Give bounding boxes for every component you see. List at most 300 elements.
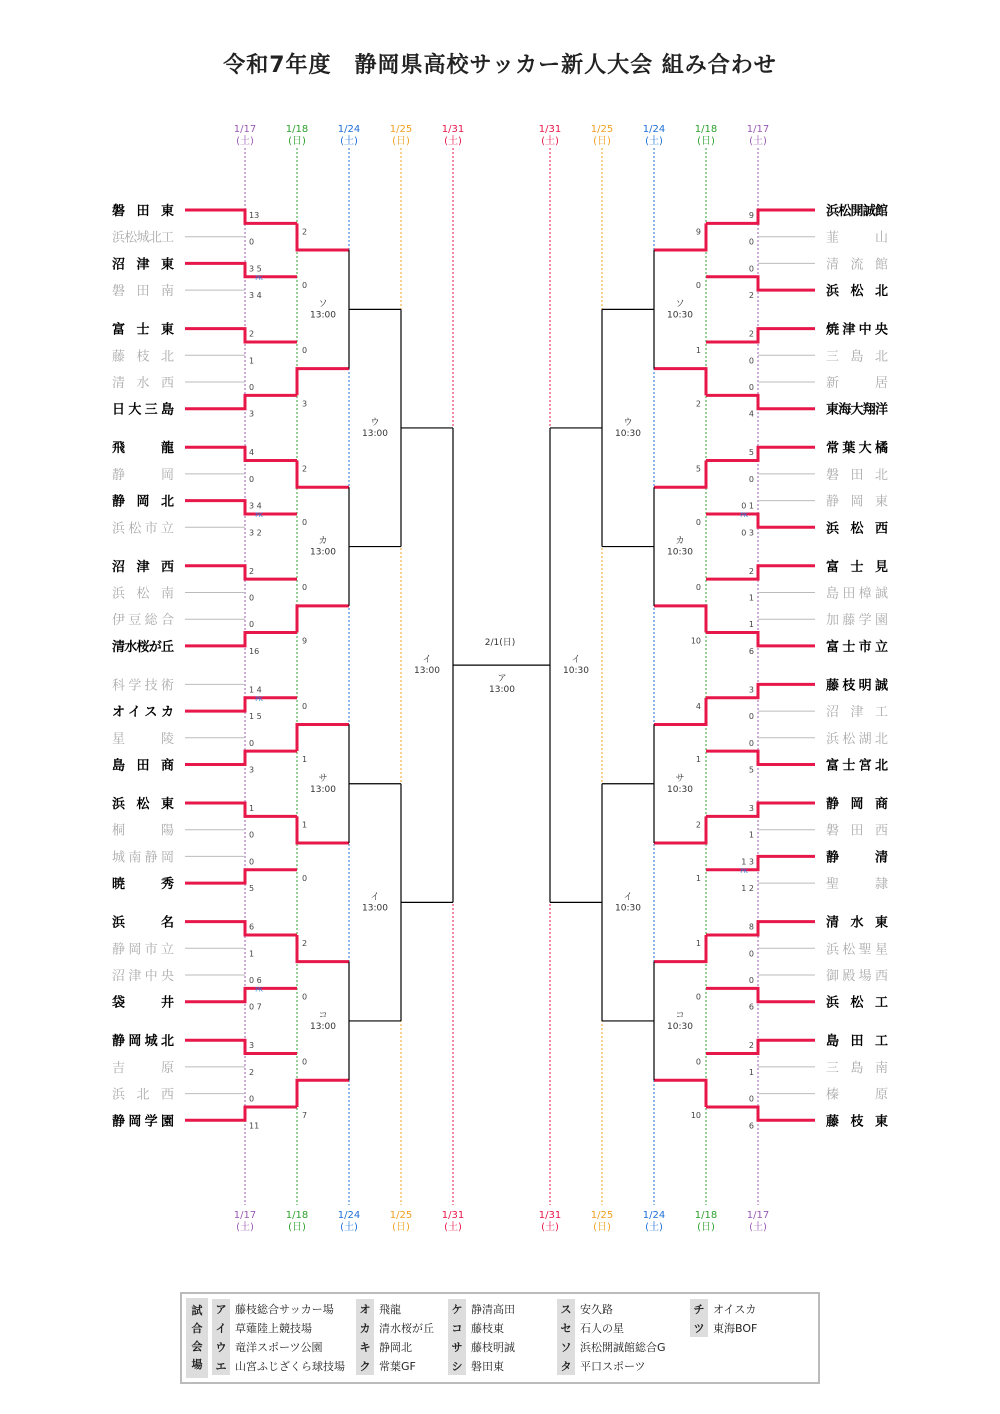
match-time: 13:00	[310, 547, 336, 558]
team-name: 浜松湖北	[826, 731, 888, 747]
day-label: (日)	[392, 1222, 410, 1233]
score: 6	[748, 1002, 754, 1012]
winner-path	[185, 751, 297, 764]
pk-label: PK	[740, 867, 748, 875]
venue-legend-row	[557, 1337, 666, 1356]
score: 5	[748, 448, 754, 458]
team-name: 日大三島	[112, 402, 174, 418]
score: 1	[695, 938, 701, 948]
date-label: 1/24	[642, 124, 666, 135]
venue-legend-row	[557, 1318, 666, 1337]
team-name: 三島北	[826, 349, 888, 365]
team-name: 浜名	[112, 915, 174, 931]
score: 0	[249, 738, 255, 748]
venue-code: イ	[623, 892, 633, 903]
venue-legend-header-char: 合	[191, 1322, 203, 1335]
score: 3 4	[249, 501, 262, 511]
winner-path	[706, 1040, 815, 1053]
score: 1	[302, 755, 308, 765]
match-time: 13:00	[310, 784, 336, 795]
day-label: (土)	[444, 1222, 462, 1233]
match-time: 10:30	[615, 903, 641, 914]
score: 2	[249, 1067, 255, 1077]
match-time: 13:00	[310, 1021, 336, 1032]
team-name: 磐田南	[112, 284, 174, 300]
team-name: 藤枝明誠	[826, 678, 888, 694]
team-name: 常葉大橘	[826, 441, 888, 457]
score: 3 2	[249, 528, 262, 538]
venue-name: 清水桜が丘	[379, 1321, 434, 1335]
pk-label: PK	[255, 695, 263, 703]
venue-code: ソ	[675, 299, 685, 310]
score: 0	[748, 949, 754, 959]
team-name: 富士見	[826, 559, 888, 575]
winner-path	[185, 210, 297, 223]
team-name: 暁秀	[112, 877, 174, 893]
date-label: 1/31	[538, 124, 562, 135]
score: 3	[249, 1041, 255, 1051]
score: 11	[249, 1121, 260, 1131]
score: 1 2	[741, 884, 754, 894]
score: 1	[249, 804, 255, 813]
score: 1	[748, 830, 754, 840]
venue-legend-row	[557, 1299, 666, 1318]
winner-path	[706, 1107, 815, 1120]
score: 2	[302, 464, 308, 474]
day-label: (土)	[444, 136, 462, 147]
score: 0	[249, 857, 255, 867]
day-label: (日)	[288, 1222, 306, 1233]
winner-path	[185, 1107, 297, 1120]
winner-path	[185, 395, 297, 408]
venue-code: ツ	[690, 1318, 708, 1337]
day-label: (日)	[288, 136, 306, 147]
day-label: (日)	[593, 1222, 611, 1233]
venue-code: ソ	[557, 1337, 575, 1356]
final-date: 2/1(日)	[484, 638, 516, 649]
venue-code: ソ	[318, 299, 328, 310]
score: 9	[302, 636, 308, 646]
score: 0	[302, 873, 308, 883]
venue-code: シ	[448, 1356, 466, 1375]
score: 0	[695, 1057, 701, 1067]
score: 0	[748, 738, 754, 748]
team-name: 静岡学園	[112, 1114, 174, 1130]
team-name: 浜松北	[826, 284, 888, 300]
team-name: 浜松南	[112, 586, 174, 602]
score: 0	[748, 383, 754, 392]
team-name: 清水桜が丘	[112, 639, 174, 655]
score: 1	[748, 593, 754, 603]
day-label: (土)	[749, 1222, 767, 1233]
venue-legend-row	[448, 1337, 515, 1356]
team-name: 静清	[826, 850, 888, 866]
score: 0	[695, 280, 701, 290]
venue-name: 藤枝明誠	[471, 1340, 515, 1354]
match-time: 10:30	[615, 428, 641, 439]
date-label: 1/18	[285, 124, 309, 135]
winner-path	[706, 329, 815, 342]
venue-name: 石人の星	[580, 1321, 624, 1335]
score: 5	[249, 884, 255, 894]
day-label: (土)	[749, 136, 767, 147]
venue-name: 静岡北	[379, 1340, 412, 1354]
score: 0	[748, 976, 754, 985]
venue-legend-column	[448, 1299, 515, 1375]
venue-legend-header-char: 場	[191, 1358, 203, 1371]
venue-code: サ	[318, 773, 328, 784]
score: 3	[249, 765, 255, 775]
winner-path	[706, 395, 815, 408]
team-name: 桐陽	[112, 823, 174, 839]
venue-code: オ	[356, 1299, 374, 1318]
venue-code: チ	[690, 1299, 708, 1318]
venue-name: 飛龍	[379, 1302, 401, 1316]
venue-legend-column	[557, 1299, 666, 1375]
score: 0	[302, 517, 308, 527]
team-name: 城南静岡	[112, 850, 174, 866]
date-label: 1/17	[233, 124, 257, 135]
score: 2	[695, 820, 701, 830]
score: 3	[748, 804, 754, 813]
team-name: 榛原	[826, 1087, 888, 1103]
score: 0	[748, 264, 754, 274]
match-time: 10:30	[667, 547, 693, 558]
team-name: 沼津中央	[112, 969, 174, 984]
score: 3 4	[249, 291, 262, 301]
team-name: 浜松市立	[112, 521, 174, 537]
match-time: 10:30	[563, 666, 589, 677]
venue-code: カ	[675, 536, 685, 547]
date-label: 1/25	[590, 124, 614, 135]
venue-name: 磐田東	[471, 1359, 504, 1373]
team-name: 磐田西	[826, 823, 888, 839]
team-name: 浜松東	[112, 797, 174, 812]
day-label: (土)	[236, 136, 254, 147]
team-name: 吉原	[112, 1060, 174, 1076]
team-name: 科学技術	[112, 678, 174, 694]
score: 3 5	[249, 264, 262, 274]
score: 0	[302, 701, 308, 711]
winner-path	[706, 751, 815, 764]
winner-path	[297, 606, 349, 633]
team-name: 浜北西	[112, 1087, 174, 1103]
score: 0 1	[741, 501, 754, 511]
score: 10	[690, 1110, 701, 1120]
winner-path	[706, 210, 815, 223]
score: 0	[695, 992, 701, 1002]
team-name: 静岡東	[826, 494, 888, 510]
venue-legend-header	[186, 1298, 208, 1378]
day-label: (土)	[645, 136, 663, 147]
score: 2	[748, 566, 754, 576]
venue-legend-row	[690, 1318, 757, 1337]
venue-code: コ	[675, 1010, 685, 1021]
date-label: 1/17	[746, 1210, 770, 1221]
winner-path	[185, 633, 297, 646]
score: 1 3	[741, 857, 754, 867]
score: 0	[249, 830, 255, 840]
score: 2	[302, 227, 308, 237]
winner-path	[706, 684, 815, 697]
team-name: 浜松城北工	[112, 230, 174, 246]
venue-legend-row	[356, 1299, 434, 1318]
day-label: (日)	[697, 136, 715, 147]
venue-code: キ	[356, 1337, 374, 1356]
venue-code: セ	[557, 1318, 575, 1337]
winner-path	[185, 870, 297, 883]
day-label: (土)	[645, 1222, 663, 1233]
winner-path	[185, 922, 297, 935]
winner-path	[706, 922, 815, 935]
day-label: (土)	[340, 136, 358, 147]
date-label: 1/24	[642, 1210, 666, 1221]
winner-path	[185, 988, 297, 1001]
team-name: 磐田北	[826, 467, 888, 483]
winner-path	[706, 856, 815, 869]
score: 0	[249, 593, 255, 603]
match-time: 10:30	[667, 310, 693, 321]
team-name: 東海大翔洋	[826, 402, 888, 418]
score: 9	[748, 211, 754, 220]
date-label: 1/25	[389, 124, 413, 135]
venue-legend-row	[356, 1318, 434, 1337]
date-label: 1/18	[694, 1210, 718, 1221]
day-label: (土)	[236, 1222, 254, 1233]
winner-path	[706, 447, 815, 460]
venue-code: カ	[318, 536, 328, 547]
venue-legend-column	[356, 1299, 434, 1375]
venue-legend-column	[212, 1299, 345, 1375]
venue-legend-row	[356, 1337, 434, 1356]
date-label: 1/18	[694, 124, 718, 135]
winner-path	[654, 1080, 706, 1107]
winner-path	[185, 329, 297, 342]
score: 3	[748, 685, 754, 695]
score: 0	[748, 474, 754, 484]
score: 0 3	[741, 528, 754, 538]
score: 0	[249, 383, 255, 392]
venue-code: ク	[356, 1356, 374, 1375]
team-name: 富士宮北	[826, 758, 888, 774]
team-name: 静岡市立	[112, 942, 174, 958]
venue-code: イ	[422, 655, 432, 666]
winner-path	[706, 511, 815, 527]
score: 1	[695, 755, 701, 765]
team-name: 藤枝東	[826, 1114, 888, 1130]
venue-name: 竜洋スポーツ公園	[235, 1340, 323, 1354]
date-label: 1/31	[441, 124, 465, 135]
score: 16	[249, 646, 260, 656]
score: 6	[748, 646, 754, 656]
team-name: 磐田東	[112, 204, 174, 219]
winner-path	[185, 447, 297, 460]
venue-legend-row	[690, 1299, 757, 1318]
day-label: (日)	[392, 136, 410, 147]
winner-path	[654, 606, 706, 633]
final-venue: ア	[497, 674, 507, 685]
venue-legend-row	[448, 1299, 515, 1318]
venue-code: ウ	[623, 417, 633, 428]
winner-path	[297, 369, 349, 396]
team-name: 清水西	[112, 376, 174, 391]
score: 0	[748, 237, 754, 247]
venue-legend-row	[212, 1318, 345, 1337]
match-time: 10:30	[667, 1021, 693, 1032]
winner-path	[185, 1040, 297, 1053]
team-name: 島田樟誠	[826, 586, 888, 602]
winner-path	[185, 695, 297, 711]
team-name: オイスカ	[112, 705, 174, 721]
team-name: 新居	[826, 376, 888, 391]
score: 2	[695, 399, 701, 409]
date-label: 1/17	[233, 1210, 257, 1221]
venue-code: カ	[356, 1318, 374, 1337]
winner-path	[185, 803, 297, 816]
venue-name: 草薙陸上競技場	[235, 1321, 312, 1335]
score: 3	[302, 399, 308, 409]
team-name: 焼津中央	[826, 322, 888, 338]
score: 1	[695, 873, 701, 883]
date-label: 1/24	[337, 1210, 361, 1221]
venue-name: 常葉GF	[379, 1359, 416, 1373]
score: 10	[690, 636, 701, 646]
score: 1	[748, 620, 754, 630]
venue-name: 山宮ふじざくら球技場	[235, 1359, 345, 1373]
match-time: 13:00	[414, 666, 440, 677]
pk-label: PK	[255, 274, 263, 282]
winner-path	[185, 501, 297, 514]
venue-code: タ	[557, 1356, 575, 1375]
score: 0	[302, 345, 308, 355]
venue-name: オイスカ	[713, 1302, 757, 1316]
score: 0	[302, 280, 308, 290]
score: 5	[695, 464, 701, 474]
venue-legend-column	[690, 1299, 757, 1337]
venue-name: 浜松開誠館総合G	[580, 1340, 666, 1354]
score: 0	[695, 517, 701, 527]
venue-code: ア	[212, 1299, 230, 1318]
venue-name: 藤枝総合サッカー場	[235, 1302, 334, 1316]
venue-name: 藤枝東	[471, 1321, 504, 1335]
date-label: 1/25	[389, 1210, 413, 1221]
venue-legend-row	[356, 1356, 434, 1375]
winner-path	[185, 263, 297, 276]
venue-legend-row	[212, 1337, 345, 1356]
score: 1 5	[249, 712, 262, 722]
score: 1	[302, 820, 308, 830]
venue-code: ス	[557, 1299, 575, 1318]
venue-legend-row	[448, 1356, 515, 1375]
venue-code: イ	[571, 655, 581, 666]
team-name: 沼津西	[112, 559, 174, 575]
team-name: 富士市立	[826, 639, 888, 655]
winner-path	[297, 1080, 349, 1107]
team-name: 清水東	[826, 915, 888, 931]
venue-name: 安久路	[580, 1302, 613, 1316]
venue-name: 平口スポーツ	[580, 1359, 646, 1373]
team-name: 三島南	[826, 1060, 888, 1076]
winner-path	[297, 724, 349, 751]
team-name: 韮山	[826, 230, 888, 246]
team-name: 浜松西	[826, 521, 888, 537]
team-name: 袋井	[112, 995, 174, 1011]
score: 1	[249, 356, 255, 366]
venue-code: イ	[370, 892, 380, 903]
venue-legend-row	[212, 1356, 345, 1375]
score: 0	[249, 620, 255, 630]
score: 0	[748, 356, 754, 366]
venue-code: サ	[448, 1337, 466, 1356]
score: 0	[302, 1057, 308, 1067]
venue-name: 静清高田	[471, 1302, 515, 1316]
team-name: 静岡商	[826, 797, 888, 812]
date-label: 1/17	[746, 124, 770, 135]
team-name: 富士東	[112, 322, 174, 338]
pk-label: PK	[255, 511, 263, 519]
venue-legend	[180, 1292, 820, 1384]
score: 5	[748, 765, 754, 775]
score: 0	[748, 1094, 754, 1104]
venue-legend-row	[557, 1356, 666, 1375]
venue-legend-row	[448, 1318, 515, 1337]
team-name: 島田商	[112, 758, 174, 774]
day-label: (日)	[697, 1222, 715, 1233]
team-name: 沼津東	[112, 257, 174, 273]
score: 0	[695, 583, 701, 593]
pk-label: PK	[255, 986, 263, 994]
team-name: 静岡城北	[112, 1034, 174, 1050]
date-label: 1/18	[285, 1210, 309, 1221]
team-name: 浜松開誠館	[826, 204, 888, 219]
date-label: 1/24	[337, 124, 361, 135]
venue-code: エ	[212, 1356, 230, 1375]
venue-code: サ	[675, 773, 685, 784]
score: 1	[249, 949, 255, 959]
final-time: 13:00	[489, 685, 515, 696]
venue-legend-header-char: 試	[191, 1304, 203, 1317]
team-name: 清流館	[826, 257, 888, 273]
venue-code: ケ	[448, 1299, 466, 1318]
score: 4	[748, 409, 754, 419]
team-name: 静岡	[112, 467, 174, 483]
score: 4	[249, 448, 255, 458]
score: 1 4	[249, 685, 262, 695]
score: 0 6	[249, 976, 262, 985]
winner-path	[654, 369, 706, 396]
date-label: 1/31	[538, 1210, 562, 1221]
venue-code: コ	[448, 1318, 466, 1337]
match-time: 10:30	[667, 784, 693, 795]
match-time: 13:00	[310, 310, 336, 321]
score: 2	[748, 291, 754, 301]
venue-code: ウ	[212, 1337, 230, 1356]
day-label: (土)	[541, 1222, 559, 1233]
venue-legend-header-char: 会	[191, 1340, 203, 1353]
team-name: 浜松聖星	[826, 942, 888, 958]
day-label: (土)	[340, 1222, 358, 1233]
team-name: 浜松工	[826, 995, 888, 1011]
score: 2	[249, 566, 255, 576]
team-name: 聖隷	[826, 877, 888, 893]
team-name: 加藤学園	[826, 613, 888, 629]
score: 0	[249, 1094, 255, 1104]
pk-label: PK	[740, 511, 748, 519]
winner-path	[706, 566, 815, 579]
venue-code: イ	[212, 1318, 230, 1337]
venue-name: 東海BOF	[713, 1321, 758, 1335]
score: 6	[748, 1121, 754, 1131]
